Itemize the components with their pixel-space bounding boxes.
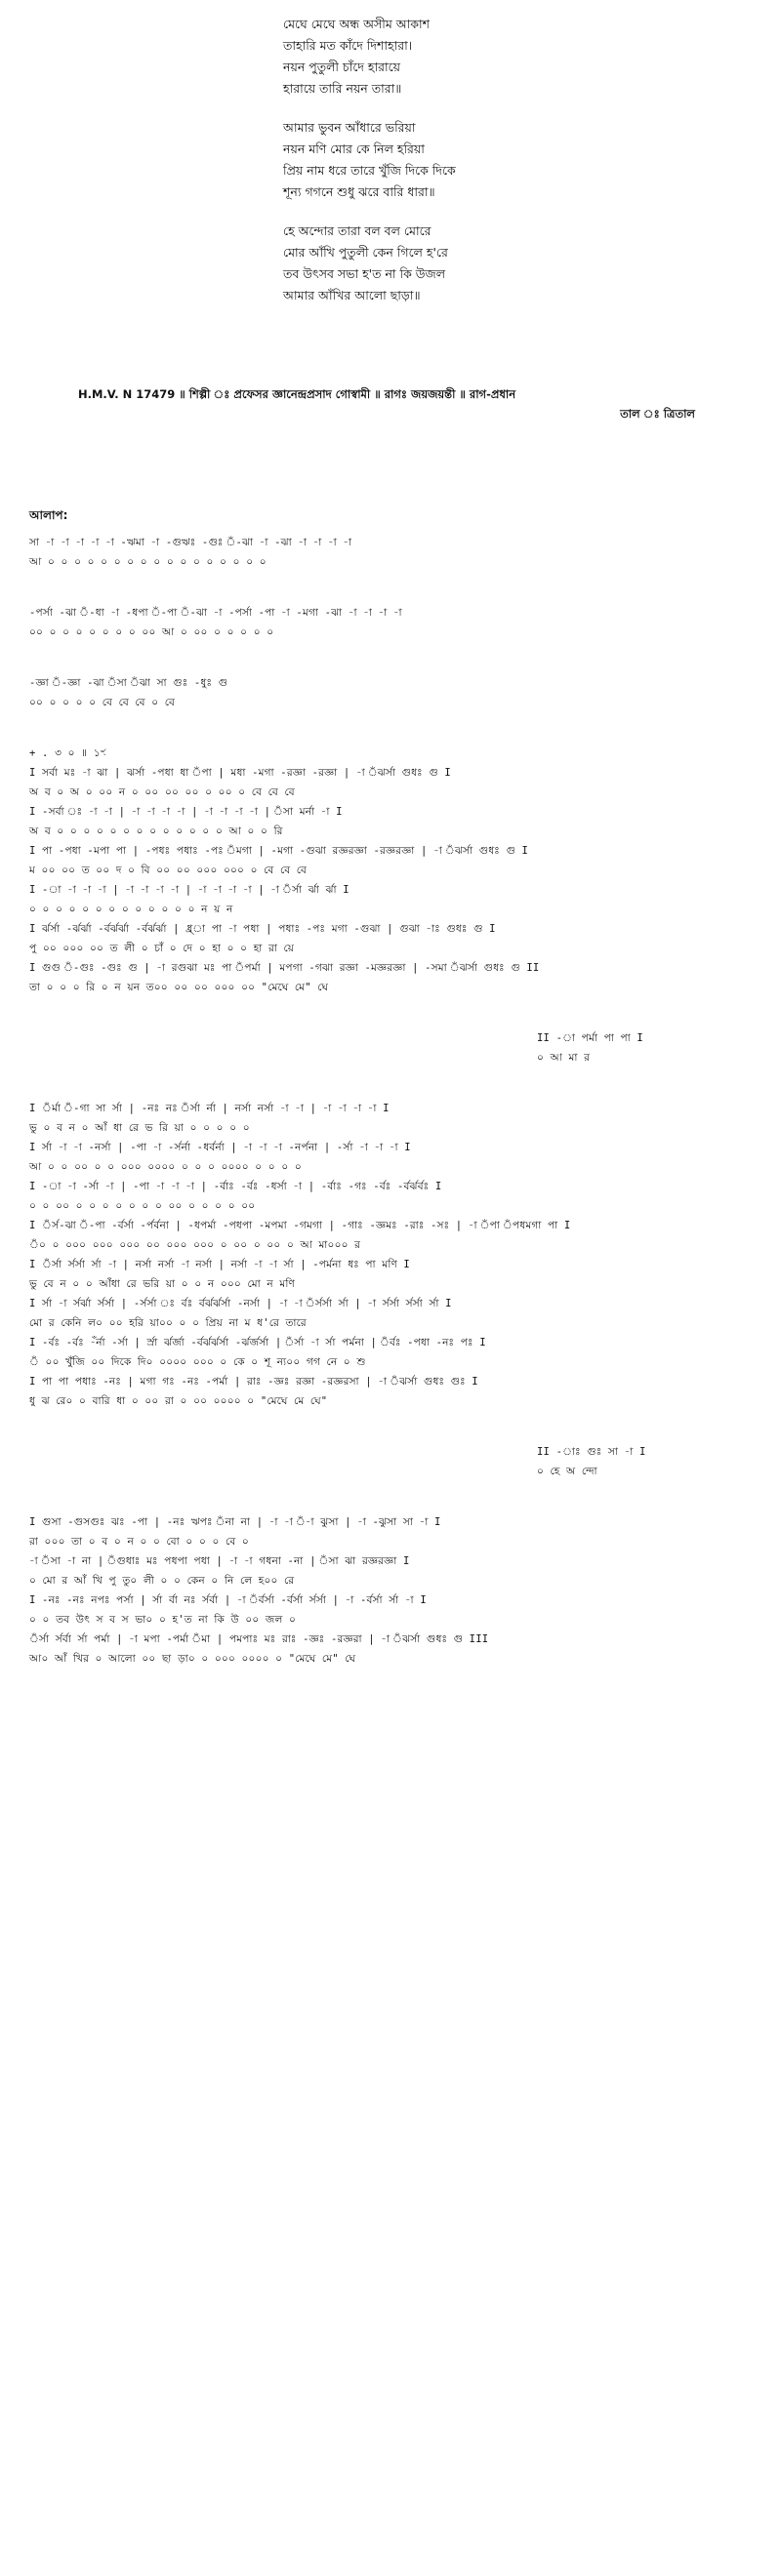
record-info: H.M.V. N 17479 ॥ শিল্পী ঃ প্রফেসর জ্ঞানেন্দ্রপ্রসাদ গোস্বামী ॥ রাগঃ জয়জয়ন্তী ॥ রাগ-প্রধান bbox=[78, 387, 516, 401]
notation-line: ভু ০ ব ন ০ আঁ ধা রে ভ রি য়া ০ ০ ০ ০ ০ bbox=[29, 1122, 250, 1134]
notation-line: রা ০০০ তা ০ ব ০ ন ০ ০ বো ০ ০ ০ বে ০ bbox=[29, 1536, 249, 1548]
notation-line: I -া -া -া -া | -া -া -া -া | -া -া -া -া | -া ঁর্সা র্ঝা র্ঝা I bbox=[29, 884, 349, 896]
poem-line: প্রিয় নাম ধরে তারে খুঁজি দিকে দিকে bbox=[283, 163, 456, 178]
alap-label: আলাপ: bbox=[29, 508, 68, 522]
notation-line: ০ আ মা র bbox=[537, 1052, 591, 1064]
poem-line: নয়ন পুতুলী চাঁদে হারায়ে bbox=[283, 60, 400, 74]
notation-line: I -া -া -র্সা -া | -পা -া -া -া | -র্বাঃ -র্বঃ -ধর্সা -া | -র্বাঃ -গঃ -র্বঃ -র্বর্ঝর্বঃ I bbox=[29, 1181, 442, 1192]
poem-line: আমার ভুবন আঁধারে ভরিয়া bbox=[283, 120, 416, 135]
poem-line: তব উৎসব সভা হ'ত না কি উজল bbox=[283, 266, 446, 281]
poem-line: মোর আঁখি পুতুলী কেন গিলে হ'রে bbox=[283, 245, 448, 260]
notation-line: I র্সা -া র্সর্ঝা র্সর্সা | -র্সর্সা ঃ র্বঃ র্বর্ঝর্ঝর্সা -নর্সা | -া -া ঁর্সর্সা র্সা | -া র্সর্সা র্সর্সা র্সা I bbox=[29, 1298, 452, 1309]
notation-line: II -াঃ গুঃ সা -া I bbox=[537, 1446, 646, 1458]
notation-line: সা -া -া -া -া -া -ঋমা -া -গুঋঃ -গুঃ ঁ-ঝা -া -ঝা -া -া -া -া bbox=[29, 537, 352, 548]
swaralipi-notation bbox=[29, 507, 732, 1700]
notation-line: II -া পর্মা পা পা I bbox=[537, 1032, 643, 1044]
notation-line: I পা -পধা -মপা পা | -পধঃ পধাঃ -পঃ ঁমগা | -মগা -গুঝা রজ্ঞরজ্ঞা -রজ্ঞরজ্ঞা | -া ঁঝর্সা গুধঃ গু I bbox=[29, 845, 529, 857]
notation-line: ০০ ০ ০ ০ ০ বে বে বে ০ বে bbox=[29, 697, 176, 708]
notation-line: I -র্বঃ -র্বঃ -ঁর্না -র্সা | র্স্রা র্ঝর্জা -র্বর্ঝর্ঝর্সা -র্ঝর্জর্সা | ঁর্সা -া র্সা পর্মনা | ঁর্বঃ -পধা -নঃ পঃ I bbox=[29, 1337, 486, 1348]
notation-line: I সর্বা মঃ -া ঝা | ঝর্সা -পধা ধা ঁপা | মধা -মগা -রজ্ঞা -রজ্ঞা | -া ঁঝর্সা গুধঃ গু I bbox=[29, 767, 451, 779]
notation-line: ০ হে অ ন্দো bbox=[537, 1466, 597, 1477]
notation-line: ০ ০ তব উৎ স ব স ভা০ ০ হ'ত না কি উ ০০ জল ০ bbox=[29, 1614, 297, 1626]
poem-line: মেঘে মেঘে অন্ধ অসীম আকাশ bbox=[283, 17, 431, 31]
notation-line: ঁ ০০ খুঁজি ০০ দিকে দি০ ০০০০ ০০০ ০ কে ০ শূ ন্য০০ গগ নে ০ শু bbox=[29, 1356, 366, 1368]
notation-block bbox=[29, 1028, 732, 1067]
poem-stanza bbox=[283, 14, 693, 100]
poem-line: তাহারি মত কাঁদে দিশাহারা। bbox=[283, 38, 413, 53]
notation-line: ঁর্সা র্সর্বা র্সা পর্মা | -া মপা -পর্মা ঁমা | পমপাঃ মঃ রাঃ -জ্ঞঃ -রজ্ঞরা | -া ঁঝর্সা গুধঃ গু III bbox=[29, 1633, 489, 1645]
notation-line: I ঁর্স-ঝা ঁ-পা -র্বর্সা -র্পর্বনা | -ধপর্মা -পধপা -মপমা -গমগা | -গাঃ -জ্ঞমঃ -রাঃ -সঃ | -া ঁপা ঁপধমগা পা I bbox=[29, 1220, 571, 1231]
notation-line: আ০ আঁ খির ০ আলো ০০ ছা ড়া০ ০ ০০০ ০০০০ ০ "মেঘে মে" ঘে bbox=[29, 1653, 356, 1665]
notation-line: I পা পা পধাঃ -নঃ | মগা গঃ -নঃ -পর্মা | রাঃ -জ্ঞঃ রজ্ঞা -রজ্ঞরসা | -া ঁঝর্সা গুধঃ গুঃ I bbox=[29, 1376, 478, 1388]
notation-block bbox=[29, 744, 732, 997]
notation-line: তা ০ ০ ০ রি ০ ন য়ন ত০০ ০০ ০০ ০০০ ০০ "মেঘে মে" ঘে bbox=[29, 982, 329, 993]
notation-line: I -নঃ -নঃ নপঃ পর্সা | র্সা র্বা নঃ র্সর্বা | -া ঁর্বর্সা -র্বর্সা র্সর্সা | -া -র্বর্সা র্সা -া I bbox=[29, 1594, 427, 1606]
notation-line: I ঁর্মা ঁ-গা সা র্সা | -নঃ নঃ ঁর্সা র্না | নর্সা নর্সা -া -া | -া -া -া -া I bbox=[29, 1103, 390, 1114]
notation-line: I গুসা -গুসগুঃ ঝঃ -পা | -নঃ ঋপঃ ঁনা না | -া -া ঁ-া ঝুসা | -া -ঝুসা সা -া I bbox=[29, 1516, 441, 1528]
notation-block bbox=[29, 533, 732, 572]
poem-line: নয়ন মণি মোর কে নিল হরিয়া bbox=[283, 141, 425, 156]
notation-line: ধু ঝ রে০ ০ বারি ধা ০ ০০ রা ০ ০০ ০০০০ ০ "মেঘে মে ঘে" bbox=[29, 1395, 328, 1407]
poem-stanza bbox=[283, 117, 693, 203]
notation-line: ম ০০ ০০ ত ০০ দ ০ বি ০০ ০০ ০০০ ০০০ ০ বে বে বে bbox=[29, 865, 308, 876]
notation-line: ঁ০ ০ ০০০ ০০০ ০০০ ০০ ০০০ ০০০ ০ ০০ ০ ০০ ০ আ মা০০০ র bbox=[29, 1239, 361, 1251]
poem-line: হে অন্দোর তারা বল বল মোরে bbox=[283, 223, 432, 238]
notation-block bbox=[29, 1442, 732, 1481]
notation-line: -া ঁসা -া না | ঁগুধাঃ মঃ পধপা পধা | -া -া গধনা -না | ঁসা ঝা রজ্ঞরজ্ঞা I bbox=[29, 1555, 410, 1567]
notation-line: মো র কেনি ল০ ০০ হরি য়া০০ ০ ০ প্রিয় না ম ধ'রে তারে bbox=[29, 1317, 307, 1329]
notation-block bbox=[29, 1512, 732, 1669]
notation-line: অ ব ০ অ ০ ০০ ন ০ ০০ ০০ ০০ ০ ০০ ০ বে বে বে bbox=[29, 786, 295, 798]
notation-block bbox=[29, 1099, 732, 1411]
notation-line: আ ০ ০ ০০ ০ ০ ০০০ ০০০০ ০ ০ ০ ০০০০ ০ ০ ০ ০ bbox=[29, 1161, 302, 1173]
poem-line: আমার আঁখির আলো ছাড়া॥ bbox=[283, 288, 421, 302]
notation-line: পু ০০ ০০০ ০০ ত লী ০ চাঁ ০ দে ০ হা ০ ০ হা রা য়ে bbox=[29, 943, 295, 954]
notation-line: ভু বে ন ০ ০ আঁধা রে ভরি য়া ০ ০ ন ০০০ মো ন মণি bbox=[29, 1278, 295, 1290]
song-lyrics bbox=[283, 14, 693, 324]
notation-line: I ঁর্সা র্সর্সা র্সা -া | নর্সা নর্সা -া নর্সা | নর্সা -া -া র্সা | -পর্মনা ধঃ পা মণি I bbox=[29, 1259, 410, 1270]
notation-line: আ ০ ০ ০ ০ ০ ০ ০ ০ ০ ০ ০ ০ ০ ০ ০ ০ ০ bbox=[29, 556, 267, 568]
notation-line: -পর্সা -ঝা ঁ-ধা -া -ধপা ঁ-পা ঁ-ঝা -া -পর্সা -পা -া -মগা -ঝা -া -া -া -া bbox=[29, 607, 402, 619]
notation-blocks bbox=[29, 533, 732, 1669]
notation-line: + . ৩ ০ ॥ ১ৼ bbox=[29, 747, 106, 759]
notation-line: ০ ০ ০ ০ ০ ০ ০ ০ ০ ০ ০ ০ ০ ন য় ন bbox=[29, 904, 233, 915]
notation-block bbox=[29, 603, 732, 642]
notation-line: অ ব ০ ০ ০ ০ ০ ০ ০ ০ ০ ০ ০ ০ ০ আ ০ ০ রি bbox=[29, 825, 283, 837]
tala-info: তাল ঃ ত্রিতাল bbox=[620, 407, 695, 421]
notation-line: I -সর্বা ঃ -া -া | -া -া -া -া | -া -া -া -া | ঁসা মর্না -া I bbox=[29, 806, 343, 818]
notation-line: I র্সা -া -া -নর্সা | -পা -া -র্সর্না -ধর্বর্না | -া -া -া -নর্পনা | -র্সা -া -া -া I bbox=[29, 1142, 411, 1153]
notation-line: I গুগু ঁ-গুঃ -গুঃ গু | -া রগুঝা মঃ পা ঁপর্মা | মপগা -গঝা রজ্ঞা -মজ্ঞরজ্ঞা | -সমা ঁঝর্সা গুধঃ গু II bbox=[29, 962, 540, 974]
notation-line: -জ্ঞা ঁ-জ্ঞা -ঝা ঁসা ঁঝা সা গুঃ -ধুঃ গু bbox=[29, 677, 228, 689]
poem-line: হারায়ে তারি নয়ন তারা॥ bbox=[283, 81, 402, 96]
poem-line: শূন্য গগনে শুধু ঝরে বারি ধারা॥ bbox=[283, 184, 435, 199]
notation-line: ০০ ০ ০ ০ ০ ০ ০ ০ ০০ আ ০ ০০ ০ ০ ০ ০ ০ bbox=[29, 626, 274, 638]
notation-line: ০ মো র আঁ খি পু তু০ লী ০ ০ কেন ০ নি লে হ০০ রে bbox=[29, 1575, 295, 1587]
record-header bbox=[78, 386, 703, 429]
notation-line: ০ ০ ০০ ০ ০ ০ ০ ০ ০ ০ ০০ ০ ০ ০ ০ ০০ bbox=[29, 1200, 256, 1212]
poem-stanza bbox=[283, 221, 693, 306]
notation-block bbox=[29, 673, 732, 712]
notation-line: I র্ঝর্সা -র্ঝর্ঝা -র্বর্ঝর্ঝা -র্বর্ঝর্ঝা | ধ্র্া পা -া পধা | পধাঃ -পঃ মগা -গুঝা | গুঝা -াঃ গুধঃ গু I bbox=[29, 923, 496, 935]
